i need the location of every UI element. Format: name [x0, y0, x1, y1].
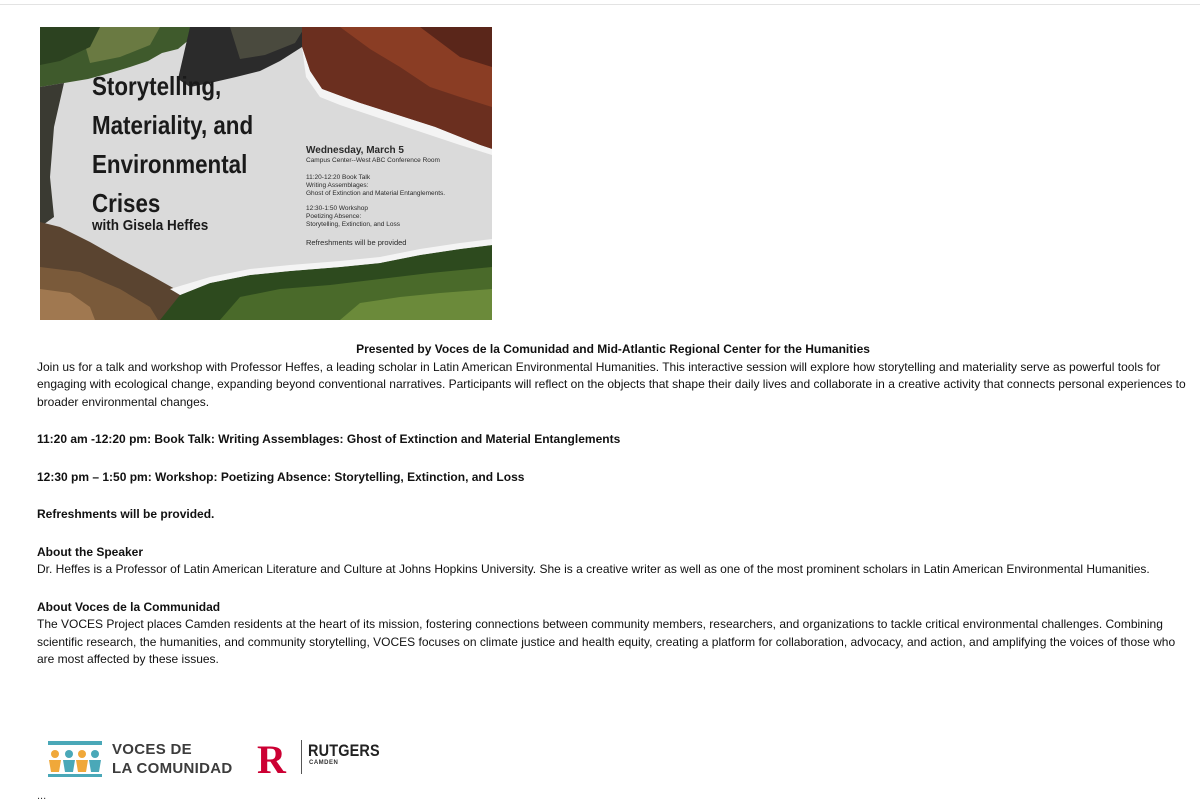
- flyer-event-details: [306, 145, 486, 247]
- rutgers-r-mark: [256, 738, 300, 776]
- flyer-session1-line1: Writing Assemblages:: [306, 182, 369, 189]
- flyer-date: Wednesday, March 5: [306, 145, 404, 156]
- rutgers-r-letter: R: [257, 738, 286, 776]
- flyer-title-line-1: Storytelling,: [92, 71, 222, 101]
- voces-logo: [47, 740, 247, 780]
- event-description: [37, 341, 1189, 689]
- flyer-title-line-2: Materiality, and: [92, 110, 254, 140]
- event-flyer-image: [40, 27, 492, 320]
- schedule-workshop: 12:30 pm – 1:50 pm: Workshop: Poetizing Absence: Storytelling, Extinction, and Loss: [37, 469, 525, 484]
- voces-logo-line1: VOCES DE: [112, 741, 192, 758]
- flyer-session1-line2: Ghost of Extinction and Material Entanglements.: [306, 190, 446, 197]
- flyer-session2-line1: Poetizing Absence:: [306, 213, 362, 220]
- intro-paragraph: Join us for a talk and workshop with Professor Heffes, a leading scholar in Latin American Environmental Humanities. This interactive session will explore how storytelling and materiality serve as powerful tools for engaging with ecological change, expanding beyond conventional narratives. Participants will reflect on the objects that shape their daily lives and collaborate in a creative activity that connects personal experiences to broader environmental changes.: [37, 359, 1186, 409]
- flyer-title-line-4: Crises: [92, 188, 161, 218]
- speaker-heading: About the Speaker: [37, 544, 144, 559]
- flyer-session1-time: 11:20-12:20 Book Talk: [306, 174, 371, 181]
- presented-by: Presented by Voces de la Comunidad and Mid-Atlantic Regional Center for the Humanities: [356, 342, 870, 356]
- more-ellipsis[interactable]: ...: [37, 790, 47, 802]
- rutgers-campus: CAMDEN: [309, 760, 339, 766]
- flyer-title: [92, 67, 253, 223]
- voces-heading: About Voces de la Communidad: [37, 599, 221, 614]
- flyer-session2-line2: Storytelling, Extinction, and Loss: [306, 221, 400, 228]
- top-divider: [0, 4, 1200, 5]
- voces-logo-line2: LA COMUNIDAD: [112, 760, 233, 777]
- voces-people-icon: [47, 740, 103, 778]
- flyer-location: Campus Center--West ABC Conference Room: [306, 157, 440, 164]
- rutgers-name: RUTGERS: [308, 741, 380, 760]
- flyer-speaker: with Gisela Heffes: [92, 217, 209, 234]
- flyer-title-line-3: Environmental: [92, 149, 248, 179]
- flyer-refreshments: Refreshments will be provided: [306, 238, 407, 247]
- flyer-session2-time: 12:30-1:50 Workshop: [306, 205, 369, 212]
- voces-logo-text: [112, 740, 233, 778]
- refreshments-note: Refreshments will be provided.: [37, 507, 215, 521]
- rutgers-divider: [301, 740, 302, 774]
- rutgers-camden-logo: [256, 738, 386, 776]
- speaker-bio: Dr. Heffes is a Professor of Latin American Literature and Culture at Johns Hopkins University. She is a creative writer as well as one of the most prominent scholars in Latin American Environmental Humanities.: [37, 562, 1150, 576]
- voces-description: The VOCES Project places Camden residents at the heart of its mission, fostering connections between community members, researchers, and organizations to tackle critical environmental challenges. Combining scientific research, the humanities, and community storytelling, VOCES focuses on climate justice and health equity, creating a platform for collaboration, advocacy, and action, and amplifying the voices of those who are most affected by these issues.: [37, 617, 1176, 666]
- schedule-book-talk: 11:20 am -12:20 pm: Book Talk: Writing Assemblages: Ghost of Extinction and Material Entanglements: [37, 432, 621, 446]
